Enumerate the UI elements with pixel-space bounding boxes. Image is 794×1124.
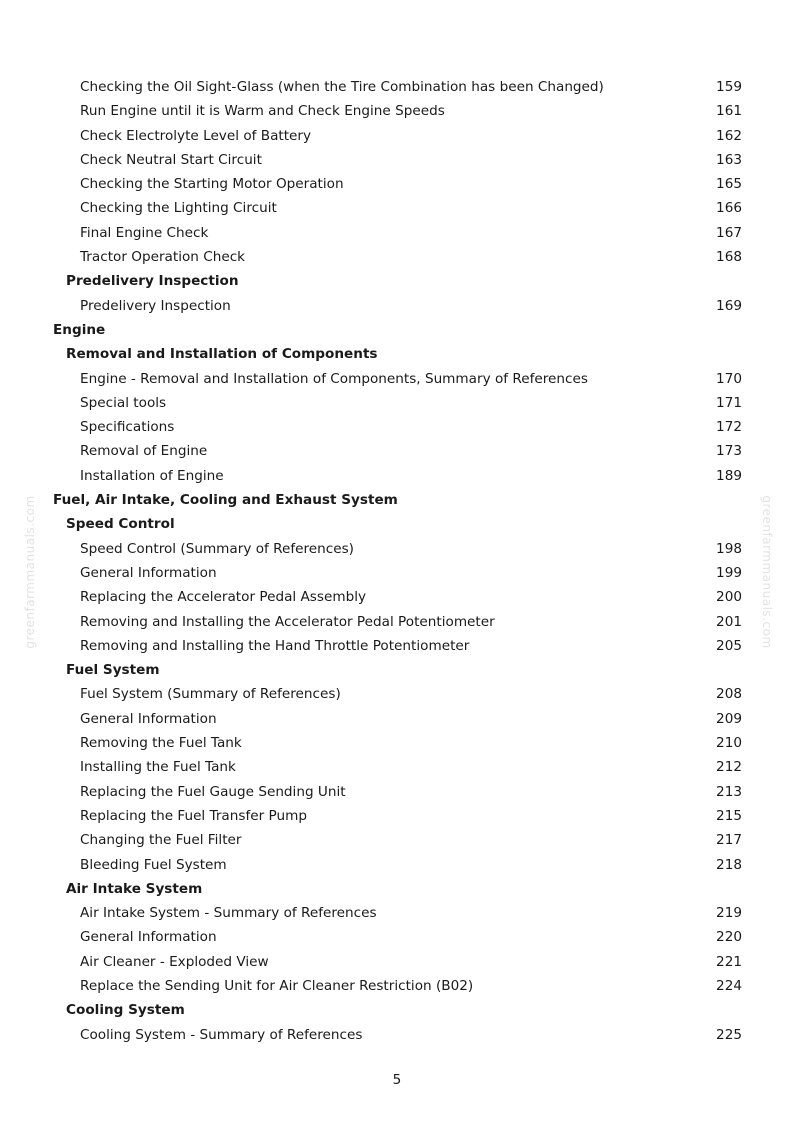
toc-entry-page-number: 171 bbox=[716, 394, 742, 411]
toc-entry-page-number: 208 bbox=[716, 686, 742, 703]
toc-entry-title: Replacing the Fuel Transfer Pump bbox=[80, 807, 307, 824]
table-of-contents bbox=[0, 75, 794, 1047]
toc-entry-title: Installation of Engine bbox=[80, 467, 224, 484]
toc-section-heading bbox=[0, 877, 794, 901]
toc-entry-title: Removing and Installing the Accelerator Pedal Potentiometer bbox=[80, 613, 495, 630]
toc-entry-title: Removing and Installing the Hand Throttle Potentiometer bbox=[80, 637, 470, 654]
toc-entry-page-number: 172 bbox=[716, 419, 742, 436]
toc-entry-page-number: 215 bbox=[716, 807, 742, 824]
toc-section-heading bbox=[0, 512, 794, 536]
toc-entry[interactable] bbox=[0, 682, 794, 706]
toc-entry[interactable] bbox=[0, 172, 794, 196]
toc-entry-title: Tractor Operation Check bbox=[80, 249, 246, 266]
toc-entry-title: Removing the Fuel Tank bbox=[80, 735, 242, 752]
toc-entry-page-number: 167 bbox=[716, 224, 742, 241]
toc-entry-title: General Information bbox=[80, 710, 217, 727]
toc-entry[interactable] bbox=[0, 221, 794, 245]
toc-entry-page-number: 162 bbox=[716, 127, 742, 144]
toc-entry[interactable] bbox=[0, 391, 794, 415]
toc-entry[interactable] bbox=[0, 124, 794, 148]
toc-entry-title: Final Engine Check bbox=[80, 224, 209, 241]
toc-entry-title: Air Cleaner - Exploded View bbox=[80, 953, 269, 970]
toc-entry-page-number: 170 bbox=[716, 370, 742, 387]
toc-entry-page-number: 163 bbox=[716, 151, 742, 168]
toc-entry-title: Removal of Engine bbox=[80, 443, 208, 460]
toc-section-heading bbox=[0, 342, 794, 366]
toc-entry[interactable] bbox=[0, 755, 794, 779]
toc-chapter-heading bbox=[0, 488, 794, 512]
toc-entry-title: Specifications bbox=[80, 419, 175, 436]
toc-section-heading bbox=[0, 658, 794, 682]
toc-entry-title: Installing the Fuel Tank bbox=[80, 759, 236, 776]
toc-entry[interactable] bbox=[0, 561, 794, 585]
toc-entry[interactable] bbox=[0, 537, 794, 561]
toc-entry[interactable] bbox=[0, 245, 794, 269]
toc-entry-page-number: 221 bbox=[716, 953, 742, 970]
toc-entry[interactable] bbox=[0, 415, 794, 439]
toc-entry-title: Cooling System bbox=[66, 1002, 185, 1019]
toc-entry-title: Air Intake System - Summary of References bbox=[80, 905, 377, 922]
toc-entry-title: Changing the Fuel Filter bbox=[80, 832, 242, 849]
toc-entry[interactable] bbox=[0, 828, 794, 852]
watermark-left: greenfarmmanuals.com bbox=[23, 495, 37, 649]
toc-entry[interactable] bbox=[0, 901, 794, 925]
toc-entry-page-number: 161 bbox=[716, 103, 742, 120]
toc-entry-page-number: 201 bbox=[716, 613, 742, 630]
toc-entry[interactable] bbox=[0, 950, 794, 974]
toc-entry-title: Checking the Starting Motor Operation bbox=[80, 176, 344, 193]
toc-entry-title: Air Intake System bbox=[66, 880, 203, 897]
toc-entry[interactable] bbox=[0, 731, 794, 755]
toc-entry-title: Checking the Lighting Circuit bbox=[80, 200, 277, 217]
toc-entry-page-number: 168 bbox=[716, 249, 742, 266]
toc-entry-page-number: 198 bbox=[716, 540, 742, 557]
toc-entry[interactable] bbox=[0, 974, 794, 998]
toc-entry-title: Fuel System bbox=[66, 662, 160, 679]
toc-entry-title: General Information bbox=[80, 564, 217, 581]
toc-entry-title: Replacing the Accelerator Pedal Assembly bbox=[80, 589, 367, 606]
toc-entry-page-number: 225 bbox=[716, 1026, 742, 1043]
toc-entry-title: Fuel System (Summary of References) bbox=[80, 686, 341, 703]
page-number: 5 bbox=[392, 1072, 402, 1088]
watermark-right: greenfarmmanuals.com bbox=[760, 495, 774, 649]
toc-chapter-heading bbox=[0, 318, 794, 342]
toc-entry[interactable] bbox=[0, 610, 794, 634]
toc-entry[interactable] bbox=[0, 148, 794, 172]
toc-section-heading bbox=[0, 269, 794, 293]
toc-entry-page-number: 220 bbox=[716, 929, 742, 946]
toc-entry-page-number: 212 bbox=[716, 759, 742, 776]
toc-entry-title: General Information bbox=[80, 929, 217, 946]
toc-entry-title: Predelivery Inspection bbox=[66, 273, 239, 290]
toc-entry-title: Speed Control (Summary of References) bbox=[80, 540, 354, 557]
toc-entry[interactable] bbox=[0, 707, 794, 731]
toc-entry[interactable] bbox=[0, 634, 794, 658]
toc-entry-title: Speed Control bbox=[66, 516, 175, 533]
toc-entry-page-number: 217 bbox=[716, 832, 742, 849]
toc-entry-page-number: 224 bbox=[716, 977, 742, 994]
toc-entry-title: Predelivery Inspection bbox=[80, 297, 231, 314]
toc-section-heading bbox=[0, 998, 794, 1022]
toc-entry-page-number: 213 bbox=[716, 783, 742, 800]
toc-entry[interactable] bbox=[0, 367, 794, 391]
toc-entry[interactable] bbox=[0, 439, 794, 463]
toc-entry[interactable] bbox=[0, 804, 794, 828]
toc-entry-page-number: 173 bbox=[716, 443, 742, 460]
toc-entry[interactable] bbox=[0, 1023, 794, 1047]
toc-entry-page-number: 219 bbox=[716, 905, 742, 922]
toc-entry[interactable] bbox=[0, 585, 794, 609]
toc-entry-page-number: 169 bbox=[716, 297, 742, 314]
toc-entry-page-number: 200 bbox=[716, 589, 742, 606]
toc-entry[interactable] bbox=[0, 294, 794, 318]
toc-entry-title: Fuel, Air Intake, Cooling and Exhaust System bbox=[53, 492, 398, 509]
toc-entry-title: Engine bbox=[53, 321, 106, 338]
toc-entry-page-number: 166 bbox=[716, 200, 742, 217]
toc-entry[interactable] bbox=[0, 925, 794, 949]
toc-entry-page-number: 199 bbox=[716, 564, 742, 581]
toc-entry[interactable] bbox=[0, 853, 794, 877]
toc-entry-title: Replace the Sending Unit for Air Cleaner Restriction (B02) bbox=[80, 977, 474, 994]
toc-entry-page-number: 189 bbox=[716, 467, 742, 484]
toc-entry-page-number: 159 bbox=[716, 79, 742, 95]
toc-entry-title: Removal and Installation of Components bbox=[66, 346, 378, 363]
toc-entry[interactable] bbox=[0, 99, 794, 123]
toc-entry-title: Special tools bbox=[80, 394, 167, 411]
toc-entry-title: Replacing the Fuel Gauge Sending Unit bbox=[80, 783, 346, 800]
toc-entry-title: Engine - Removal and Installation of Components, Summary of References bbox=[80, 370, 588, 387]
toc-entry-page-number: 209 bbox=[716, 710, 742, 727]
toc-entry[interactable] bbox=[0, 780, 794, 804]
toc-entry-page-number: 205 bbox=[716, 637, 742, 654]
toc-entry-title: Cooling System - Summary of References bbox=[80, 1026, 363, 1043]
toc-entry[interactable] bbox=[0, 75, 794, 99]
toc-entry-title: Check Neutral Start Circuit bbox=[80, 151, 262, 168]
toc-entry[interactable] bbox=[0, 196, 794, 220]
toc-entry-page-number: 165 bbox=[716, 176, 742, 193]
toc-entry-title: Check Electrolyte Level of Battery bbox=[80, 127, 312, 144]
toc-entry-title: Checking the Oil Sight-Glass (when the Tire Combination has been Changed) bbox=[80, 79, 604, 95]
toc-entry-page-number: 218 bbox=[716, 856, 742, 873]
toc-entry-page-number: 210 bbox=[716, 735, 742, 752]
toc-entry-title: Bleeding Fuel System bbox=[80, 856, 227, 873]
toc-entry[interactable] bbox=[0, 464, 794, 488]
toc-entry-title: Run Engine until it is Warm and Check Engine Speeds bbox=[80, 103, 445, 120]
